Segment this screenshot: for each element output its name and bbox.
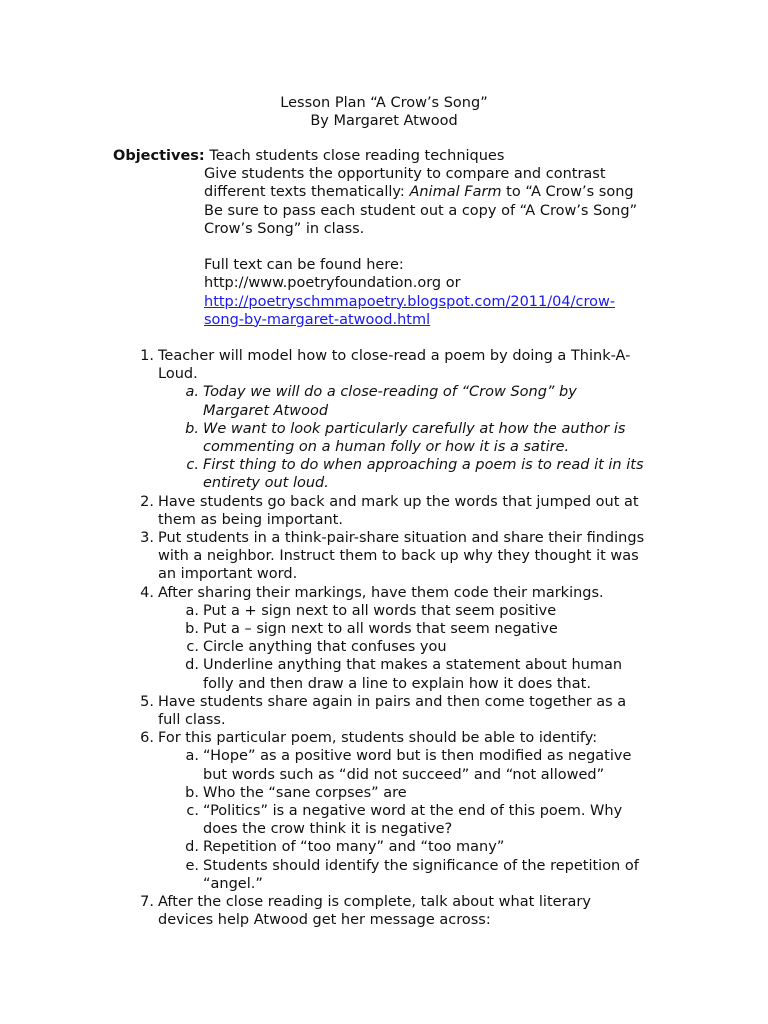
substep-text-line: First thing to do when approaching a poem is to read it in its <box>203 457 644 474</box>
objectives-rest <box>204 165 664 329</box>
substep-text-line: commenting on a human folly or how it is a satire. <box>203 439 570 456</box>
substep-item <box>185 383 658 419</box>
objectives-label: Objectives: <box>113 148 205 164</box>
step-text-line: full class. <box>158 712 226 729</box>
substep-text-line: Underline anything that makes a statement about human <box>203 657 623 674</box>
objectives-line <box>204 183 664 201</box>
step-text-line: Loud. <box>158 366 198 383</box>
substep-item <box>185 857 658 893</box>
objectives-first-line <box>113 147 673 165</box>
step-text-line: Put students in a think-pair-share situation and share their findings <box>158 530 645 547</box>
substep-text-line: entirety out loud. <box>203 475 329 492</box>
substep-letter: b. <box>185 784 199 801</box>
objectives-item-1: Teach students close reading techniques <box>204 148 505 164</box>
document-title: Lesson Plan “A Crow’s Song” <box>280 95 488 111</box>
step-text-line: After the close reading is complete, talk about what literary <box>158 894 591 911</box>
step-text-line: Have students share again in pairs and then come together as a <box>158 693 627 710</box>
book-title: Animal Farm <box>409 184 502 201</box>
substep-item <box>185 838 658 856</box>
step-number: 6. <box>140 730 154 747</box>
substep-text-line: Put a + sign next to all words that seem positive <box>203 602 557 619</box>
substep-text-line: Students should identify the significance of the repetition of <box>203 857 639 874</box>
substep-letter: e. <box>185 857 199 874</box>
substep-text-line: Repetition of “too many” and “too many” <box>203 839 505 856</box>
step-text-line: For this particular poem, students should be able to identify: <box>158 730 598 747</box>
substep-letter: d. <box>185 839 199 856</box>
step-text-line: Have students go back and mark up the words that jumped out at <box>158 493 639 510</box>
poetry-foundation-url: http://www.poetryfoundation.org or <box>204 275 461 292</box>
step-number: 5. <box>140 693 154 710</box>
substep-letter: c. <box>186 639 199 656</box>
steps-list <box>0 347 768 930</box>
substep-text-line: Circle anything that confuses you <box>203 639 447 656</box>
step-text-line: an important word. <box>158 566 298 583</box>
blog-link-continued[interactable]: song-by-margaret-atwood.html <box>204 311 431 328</box>
step-item <box>140 493 658 529</box>
substep-item <box>185 747 658 783</box>
step-item <box>140 893 658 929</box>
substep-letter: d. <box>185 657 199 674</box>
objectives-line-part: to “A Crow’s song <box>501 184 634 201</box>
substep-letter: a. <box>185 384 199 401</box>
substep-text-line: Margaret Atwood <box>203 402 329 419</box>
substep-letter: c. <box>186 457 199 474</box>
step-item <box>140 529 658 584</box>
step-item <box>140 729 658 893</box>
objectives-section <box>113 147 673 329</box>
objectives-line: Crow’s Song” in class. <box>204 220 365 237</box>
step-number: 3. <box>140 530 154 547</box>
substep-item <box>185 784 658 802</box>
substep-text-line: but words such as “did not succeed” and “not allowed” <box>203 766 605 783</box>
substep-item <box>185 620 658 638</box>
substep-text-line: We want to look particularly carefully at how the author is <box>203 420 626 437</box>
substep-text-line: Who the “sane corpses” are <box>203 784 407 801</box>
title-block <box>0 94 768 130</box>
objectives-line-part: different texts thematically: <box>204 184 405 201</box>
substep-letter: a. <box>185 748 199 765</box>
substep-letter: c. <box>186 803 199 820</box>
substep-text-line: Today we will do a close-reading of “Crow Song” by <box>203 384 577 401</box>
document-author: By Margaret Atwood <box>310 113 458 130</box>
step-text-line: Teacher will model how to close-read a poem by doing a Think-A- <box>158 348 631 364</box>
substep-text-line: “Hope” as a positive word but is then modified as negative <box>203 748 632 765</box>
fulltext-label: Full text can be found here: <box>204 257 404 274</box>
substep-text-line: “Politics” is a negative word at the end of this poem. Why <box>203 803 623 820</box>
step-number: 7. <box>140 894 154 911</box>
substep-item <box>185 602 658 620</box>
step-number: 4. <box>140 584 154 601</box>
step-text-line: devices help Atwood get her message across: <box>158 912 491 929</box>
substep-item <box>186 456 658 492</box>
step-item <box>140 347 658 493</box>
step-number: 2. <box>140 493 154 510</box>
substep-text-line: Put a – sign next to all words that seem negative <box>203 621 558 638</box>
objectives-line: Be sure to pass each student out a copy of “A Crow’s Song” <box>204 202 638 219</box>
step-number: 1. <box>140 348 154 364</box>
substep-text-line: folly and then draw a line to explain how it does that. <box>203 675 591 692</box>
step-text-line: with a neighbor. Instruct them to back up why they thought it was <box>158 548 639 565</box>
blank-line <box>204 238 664 256</box>
substep-item <box>186 802 658 838</box>
substep-item <box>185 420 658 456</box>
objectives-line: Give students the opportunity to compare and contrast <box>204 166 606 183</box>
substep-item <box>186 638 658 656</box>
substep-text-line: “angel.” <box>203 875 263 892</box>
substep-letter: b. <box>185 420 199 437</box>
step-text-line: them as being important. <box>158 511 343 528</box>
substep-letter: a. <box>185 602 199 619</box>
step-item <box>140 693 658 729</box>
step-item <box>140 584 658 693</box>
substep-text-line: does the crow think it is negative? <box>203 821 453 838</box>
step-text-line: After sharing their markings, have them code their markings. <box>158 584 604 601</box>
blog-link[interactable]: http://poetryschmmapoetry.blogspot.com/2011/04/crow- <box>204 293 616 310</box>
substep-item <box>185 656 658 692</box>
substep-letter: b. <box>185 621 199 638</box>
